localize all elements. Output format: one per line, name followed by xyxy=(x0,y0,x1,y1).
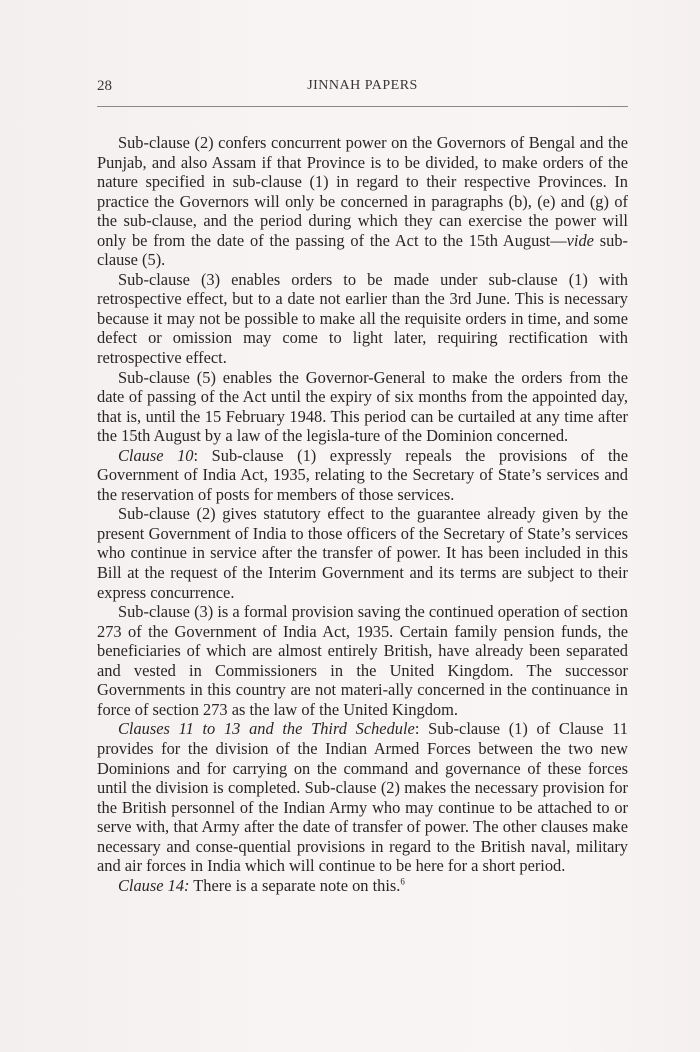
footnote-reference[interactable]: 6 xyxy=(400,876,405,887)
paragraph-text: Sub-clause (3) enables orders to be made under sub-clause (1) with retrospective effect, but to a date not earlier than the 3rd June. This is necessary because it may not be possible to make all the requisite orders in time, and some defect or omission may come to light later, requiring rectification with retrospective effect. xyxy=(97,269,628,368)
paragraph-text: There is a separate note on this. xyxy=(189,875,401,895)
paragraph-subclause-2 xyxy=(97,133,628,270)
paragraph-clause-10 xyxy=(97,446,628,505)
clause-heading: Clause 10 xyxy=(118,445,194,465)
paragraph-clause-10-subclause-3 xyxy=(97,602,628,719)
paragraph-subclause-5 xyxy=(97,368,628,446)
header-rule xyxy=(97,106,628,107)
paragraph-text: Sub-clause (3) is a formal provision saving the continued operation of section 273 of the Government of India Act, 1935. Certain family pension funds, the beneficiaries of which are almost entirely British, have already been separated and vested in Commissioners in the United Kingdom. The successor Governments in this country are not materi-ally concerned in the continuance in force of section 273 as the law of the United Kingdom. xyxy=(97,602,628,719)
paragraph-text: : Sub-clause (1) of Clause 11 provides for the division of the Indian Armed Forces between the two new Dominions and for carrying on the command and governance of these forces until the division is completed. Sub-clause (2) makes the necessary provision for the British personnel of the Indian Army who may continue to be attached to or serve with, that Army after the date of transfer of power. The other clauses make necessary and conse-quential provisions in regard to the British naval, military and air forces in India which will continue to be here for a short period. xyxy=(97,719,628,876)
clause-heading: Clauses 11 to 13 and the Third Schedule xyxy=(118,719,415,739)
paragraph-clause-14 xyxy=(97,876,628,896)
paragraph-text: : Sub-clause (1) expressly repeals the provisions of the Government of India Act, 1935, relating to the Secretary of State’s services and the reservation of posts for members of those services. xyxy=(97,445,628,504)
paragraph-text: Sub-clause (2) confers concurrent power on the Governors of Bengal and the Punjab, and also Assam if that Province is to be divided, to make orders of the nature specified in sub-clause (1) in regard to their respective Provinces. In practice the Governors will only be concerned in paragraphs (b), (e) and (g) of the sub-clause, and the period during which they can exercise the power will only be from the date of the passing of the Act to the 15th August— xyxy=(97,133,628,250)
paragraph-clauses-11-13 xyxy=(97,719,628,875)
paragraph-text: Sub-clause (2) gives statutory effect to the guarantee already given by the present Government of India to those officers of the Secretary of State’s services who continue in service after the transfer of power. It has been included in this Bill at the request of the Interim Government and its terms are subject to their express concurrence. xyxy=(97,504,628,602)
paragraph-clause-10-subclause-2 xyxy=(97,504,628,602)
clause-heading: Clause 14: xyxy=(118,875,190,895)
paragraph-subclause-3 xyxy=(97,270,628,368)
body-text xyxy=(97,133,628,895)
italic-term: vide xyxy=(566,230,594,250)
page-number: 28 xyxy=(97,78,112,94)
paragraph-text: Sub-clause (5) enables the Governor-General to make the orders from the date of passing of the Act until the expiry of six months from the appointed day, that is, until the 15 February 1948. This period can be curtailed at any time after the 15th August by a law of the legisla-ture of the Dominion concerned. xyxy=(97,367,628,446)
running-title: JINNAH PAPERS xyxy=(307,78,418,93)
paragraph-text-tail: sub-clause (5). xyxy=(97,230,629,270)
running-head xyxy=(97,78,628,98)
